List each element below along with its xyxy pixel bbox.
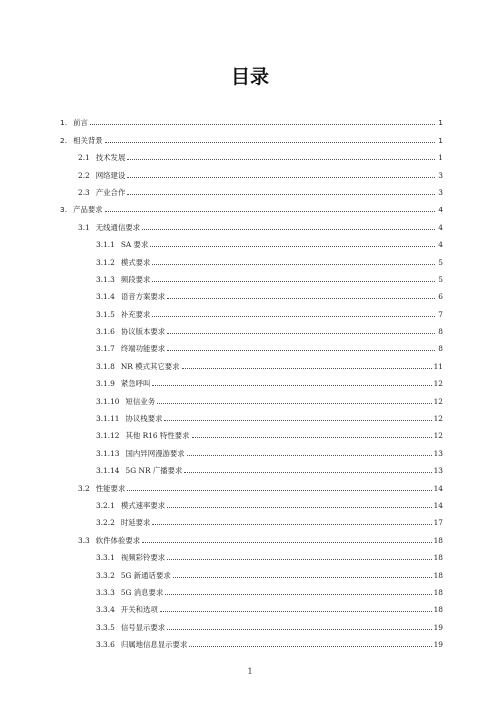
toc-entry-page: 18 [433, 570, 443, 580]
toc-dot-leader [150, 245, 435, 247]
toc-entry-number: 1. [60, 118, 68, 128]
toc-entry-title: 网络建设 [95, 170, 126, 180]
toc-entry-number: 3.3.3 [96, 587, 115, 597]
toc-entry-title: 软件体验要求 [95, 535, 141, 545]
toc-entry-page: 12 [433, 396, 443, 406]
toc-entry[interactable] [60, 580, 443, 597]
toc-dot-leader [192, 436, 432, 438]
toc-entry-page: 1 [438, 118, 443, 128]
toc-entry[interactable] [60, 197, 443, 214]
toc-entry-title: 协议版本要求 [120, 327, 166, 337]
toc-dot-leader [105, 141, 435, 143]
toc-entry-page: 8 [438, 344, 443, 354]
toc-entry-page: 8 [438, 327, 443, 337]
toc-dot-leader [142, 228, 435, 230]
toc-entry-page: 18 [433, 535, 443, 545]
toc-entry-number: 2.3 [78, 187, 90, 197]
toc-entry-page: 13 [433, 466, 443, 476]
toc-entry-page: 12 [433, 379, 443, 389]
toc-dot-leader [189, 645, 431, 647]
toc-entry-number: 3.1.9 [96, 379, 115, 389]
toc-dot-leader [152, 384, 431, 386]
toc-entry-number: 3.3.5 [96, 622, 115, 632]
toc-entry[interactable] [60, 127, 443, 144]
toc-entry-page: 1 [438, 135, 443, 145]
toc-entry-number: 3.1.1 [96, 240, 115, 250]
toc-dot-leader [184, 471, 431, 473]
toc-entry-number: 2.1 [78, 153, 90, 163]
toc-entry-page: 12 [433, 414, 443, 424]
page-title: 目录 [230, 66, 269, 88]
toc-entry-number: 3.1.12 [96, 431, 120, 441]
toc-entry-number: 3.1.6 [96, 327, 115, 337]
toc-entry-title: 性能要求 [95, 483, 126, 493]
toc-entry-title: 模式速率要求 [120, 500, 166, 510]
toc-entry-number: 2.2 [78, 170, 90, 180]
toc-entry-title: 紧急呼叫 [120, 379, 151, 389]
toc-entry[interactable] [60, 632, 443, 649]
toc-dot-leader [142, 541, 431, 543]
toc-entry-number: 3.1.13 [96, 448, 120, 458]
toc-entry[interactable] [60, 440, 443, 457]
toc-entry-number: 3.1.14 [96, 466, 120, 476]
toc-dot-leader [182, 367, 432, 369]
toc-entry-page: 17 [433, 518, 443, 528]
toc-entry-number: 3.2.1 [96, 500, 115, 510]
toc-dot-leader [127, 176, 435, 178]
toc-entry-number: 3.2 [78, 483, 90, 493]
toc-entry-title: 短信业务 [125, 396, 156, 406]
toc-entry-title: 技术发展 [95, 153, 126, 163]
toc-entry[interactable] [60, 249, 443, 266]
toc-entry-page: 18 [433, 605, 443, 615]
toc-entry[interactable] [60, 614, 443, 631]
toc-dot-leader [152, 280, 435, 282]
toc-entry-number: 3.3 [78, 535, 90, 545]
toc-entry-title: 协议栈要求 [125, 414, 163, 424]
toc-entry-page: 4 [438, 205, 443, 215]
toc-entry-title: 相关背景 [73, 135, 103, 145]
page-number: 1 [247, 667, 253, 676]
toc-entry-page: 4 [438, 222, 443, 232]
toc-entry[interactable] [60, 388, 443, 405]
toc-entry[interactable] [60, 336, 443, 353]
toc-dot-leader [105, 210, 435, 212]
toc-entry-title: 终端功能要求 [120, 344, 166, 354]
toc-dot-leader [164, 419, 431, 421]
toc-entry-number: 2. [60, 135, 68, 145]
toc-entry-title: 信号显示要求 [120, 622, 166, 632]
toc-entry-page: 19 [433, 640, 443, 650]
toc-entry[interactable] [60, 145, 443, 162]
toc-entry[interactable] [60, 493, 443, 510]
table-of-contents [60, 110, 443, 649]
toc-dot-leader [157, 402, 432, 404]
toc-entry[interactable] [60, 232, 443, 249]
toc-entry-title: 5G NR 广播要求 [125, 466, 183, 476]
toc-entry-page: 11 [433, 361, 443, 371]
toc-dot-leader [167, 332, 435, 334]
toc-entry-number: 3.1.7 [96, 344, 115, 354]
toc-entry[interactable] [60, 527, 443, 544]
toc-entry-title: 模式要求 [120, 257, 151, 267]
toc-entry-page: 19 [433, 622, 443, 632]
toc-entry-title: 5G 消息要求 [120, 587, 164, 597]
toc-entry-number: 3.3.6 [96, 640, 115, 650]
toc-entry-title: 频段要求 [120, 274, 151, 284]
toc-entry[interactable] [60, 353, 443, 370]
toc-entry-number: 3.1.3 [96, 274, 115, 284]
toc-entry-number: 3.1.10 [96, 396, 120, 406]
toc-dot-leader [127, 193, 435, 195]
toc-entry-number: 3.1.8 [96, 361, 115, 371]
toc-dot-leader [187, 454, 432, 456]
toc-entry[interactable] [60, 284, 443, 301]
toc-dot-leader [152, 315, 435, 317]
toc-entry-title: 前言 [73, 118, 88, 128]
toc-entry-title: 时延要求 [120, 518, 151, 528]
toc-entry-page: 3 [438, 187, 443, 197]
toc-entry[interactable] [60, 545, 443, 562]
toc-entry-page: 12 [433, 431, 443, 441]
toc-entry-title: 产品要求 [73, 205, 103, 215]
toc-entry-title: 国内异网漫游要求 [125, 448, 185, 458]
toc-entry-title: 无线通信要求 [95, 222, 141, 232]
toc-entry-page: 7 [438, 309, 443, 319]
toc-entry-number: 3.3.1 [96, 553, 115, 563]
toc-entry-page: 4 [438, 240, 443, 250]
toc-entry-number: 3. [60, 205, 68, 215]
toc-entry-title: 归属地信息显示要求 [120, 640, 188, 650]
toc-dot-leader [90, 123, 435, 125]
toc-entry-title: 产业合作 [95, 187, 126, 197]
toc-entry-page: 14 [433, 500, 443, 510]
toc-entry[interactable] [60, 371, 443, 388]
toc-entry[interactable] [60, 423, 443, 440]
toc-entry-page: 3 [438, 170, 443, 180]
toc-entry-number: 3.3.2 [96, 570, 115, 580]
toc-entry[interactable] [60, 180, 443, 197]
toc-dot-leader [167, 558, 431, 560]
toc-dot-leader [167, 628, 431, 630]
toc-dot-leader [127, 489, 431, 491]
toc-entry-page: 18 [433, 587, 443, 597]
toc-entry-title: SA 要求 [120, 240, 149, 250]
toc-entry[interactable] [60, 562, 443, 579]
toc-entry[interactable] [60, 597, 443, 614]
toc-dot-leader [127, 158, 435, 160]
toc-entry-title: NR 模式其它要求 [120, 361, 180, 371]
toc-entry[interactable] [60, 406, 443, 423]
toc-entry-number: 3.2.2 [96, 518, 115, 528]
toc-entry-title: 补充要求 [120, 309, 151, 319]
toc-dot-leader [167, 349, 435, 351]
toc-entry-title: 视频彩铃要求 [120, 553, 166, 563]
toc-entry[interactable] [60, 475, 443, 492]
toc-entry-title: 其他 R16 特性要求 [125, 431, 190, 441]
toc-dot-leader [165, 593, 431, 595]
toc-entry-title: 语音方案要求 [120, 292, 166, 302]
toc-entry-page: 13 [433, 448, 443, 458]
toc-entry-number: 3.3.4 [96, 605, 115, 615]
toc-entry[interactable] [60, 110, 443, 127]
toc-dot-leader [152, 523, 431, 525]
toc-entry-number: 3.1.2 [96, 257, 115, 267]
toc-entry-page: 14 [433, 483, 443, 493]
toc-dot-leader [160, 610, 432, 612]
toc-entry[interactable] [60, 319, 443, 336]
toc-entry-page: 5 [438, 257, 443, 267]
toc-entry[interactable] [60, 267, 443, 284]
toc-dot-leader [167, 297, 435, 299]
toc-entry[interactable] [60, 301, 443, 318]
toc-entry-title: 开关和选项 [120, 605, 158, 615]
toc-dot-leader [152, 263, 435, 265]
toc-entry-page: 5 [438, 274, 443, 284]
toc-entry[interactable] [60, 162, 443, 179]
toc-entry-number: 3.1.5 [96, 309, 115, 319]
toc-entry[interactable] [60, 510, 443, 527]
toc-entry-page: 1 [438, 153, 443, 163]
toc-entry-page: 6 [438, 292, 443, 302]
toc-entry-number: 3.1.11 [96, 414, 120, 424]
toc-entry-title: 5G 新通话要求 [120, 570, 171, 580]
toc-entry-number: 3.1 [78, 222, 90, 232]
toc-entry[interactable] [60, 214, 443, 231]
toc-entry[interactable] [60, 458, 443, 475]
toc-entry-number: 3.1.4 [96, 292, 115, 302]
toc-dot-leader [167, 506, 431, 508]
toc-dot-leader [173, 576, 432, 578]
toc-entry-page: 18 [433, 553, 443, 563]
